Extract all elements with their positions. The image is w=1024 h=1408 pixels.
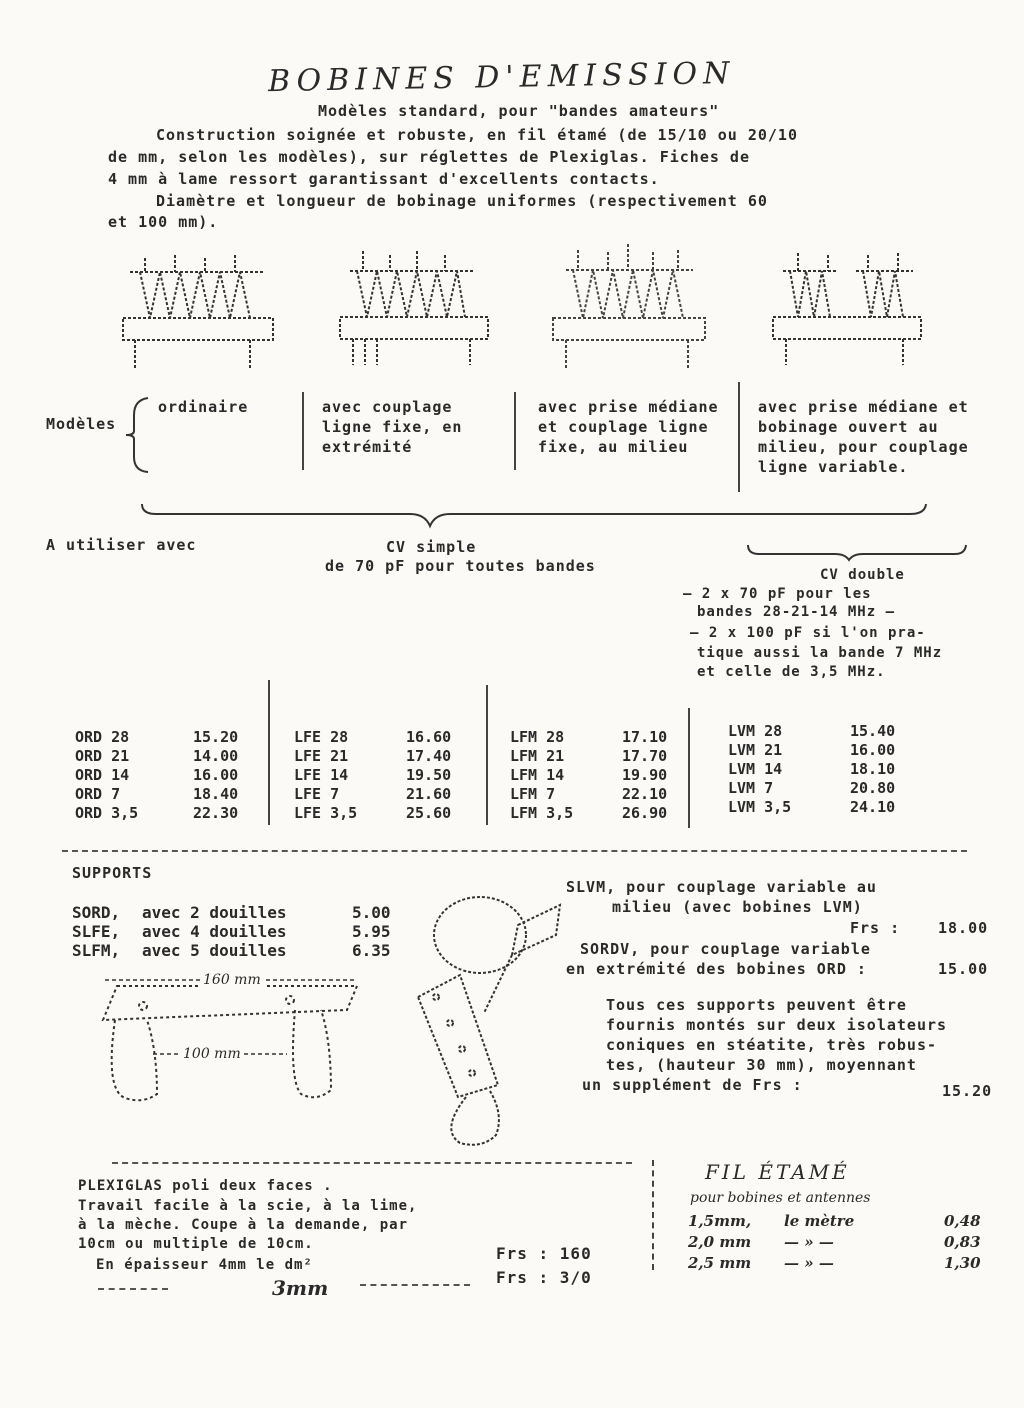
fil-row: 1,5mm, le mètre 0,48 <box>688 1212 981 1230</box>
support-item: SORD, avec 2 douilles 5.00 <box>72 903 391 922</box>
cv-double-line: — 2 x 70 pF pour les <box>683 586 872 602</box>
divider <box>302 392 304 470</box>
support-item: SLFM, avec 5 douilles 6.35 <box>72 941 391 960</box>
fil-row: 2,5 mm — » — 1,30 <box>688 1254 981 1272</box>
mount-line: coniques en stéatite, très robus- <box>606 1036 938 1054</box>
cv-simple-line: CV simple <box>386 538 477 556</box>
use-with-label: A utiliser avec <box>46 536 197 554</box>
subtitle: Modèles standard, pour "bandes amateurs" <box>318 102 720 120</box>
mount-price: 15.20 <box>942 1082 993 1100</box>
sordv-line: SORDV, pour couplage variable <box>580 940 871 958</box>
price-col-ord <box>75 728 255 823</box>
slvm-frs-label: Frs : <box>850 919 901 937</box>
fil-row: 2,0 mm — » — 0,83 <box>688 1233 981 1251</box>
models-label: Modèles <box>46 415 117 433</box>
mount-line: Tous ces supports peuvent être <box>606 996 907 1014</box>
price-row: LFE 14 19.50 <box>294 766 452 784</box>
model-lfe: avec couplage ligne fixe, en extrémité <box>322 398 463 456</box>
mount-line: tes, (hauteur 30 mm), moyennant <box>606 1056 917 1074</box>
cv-double-line: tique aussi la bande 7 MHz <box>697 645 943 661</box>
plexiglas-line: 10cm ou multiple de 10cm. <box>78 1236 314 1252</box>
ditto-mark <box>98 1288 168 1290</box>
divider <box>652 1160 654 1270</box>
price-row: ORD 3,5 22.30 <box>75 804 239 822</box>
price-row: LVM 21 16.00 <box>728 741 896 759</box>
fil-subtitle: pour bobines et antennes <box>690 1190 871 1206</box>
cv-double-line: bandes 28-21-14 MHz — <box>697 604 896 620</box>
support-item: SLFE, avec 4 douilles 5.95 <box>72 922 391 941</box>
plexiglas-4mm-price: Frs : 160 <box>496 1244 592 1263</box>
plexiglas-line: Travail facile à la scie, à la lime, <box>78 1198 418 1214</box>
dimension-100: 100 mm <box>180 1046 244 1062</box>
slvm-line: SLVM, pour couplage variable au <box>566 878 877 896</box>
slvm-line: milieu (avec bobines LVM) <box>612 898 863 916</box>
slvm-price: 18.00 <box>938 919 989 937</box>
cv-double-line: et celle de 3,5 MHz. <box>697 664 886 680</box>
support-board-illustration <box>95 970 365 1110</box>
price-row: LFE 3,5 25.60 <box>294 804 452 822</box>
plexiglas-3mm-label: 3mm <box>272 1276 329 1300</box>
plexiglas-3mm-price: Frs : 3/0 <box>496 1268 592 1287</box>
model-lvm: avec prise médiane et bobinage ouvert au milieu, pour couplage ligne variable. <box>758 398 969 476</box>
price-row: LFE 28 16.60 <box>294 728 452 746</box>
coil-illustration-lfm <box>548 240 718 380</box>
price-row: LFM 28 17.10 <box>510 728 668 746</box>
ditto-mark <box>360 1284 470 1286</box>
fil-table <box>688 1212 981 1275</box>
price-row: LFM 7 22.10 <box>510 785 668 803</box>
supports-list <box>72 903 391 960</box>
intro-line: et 100 mm). <box>108 213 219 231</box>
cv-simple-line: de 70 pF pour toutes bandes <box>325 557 596 575</box>
price-row: ORD 14 16.00 <box>75 766 239 784</box>
price-row: LVM 14 18.10 <box>728 760 896 778</box>
plexiglas-line: à la mèche. Coupe à la demande, par <box>78 1217 409 1233</box>
intro-line: 4 mm à lame ressort garantissant d'excellents contacts. <box>108 170 660 188</box>
mount-line: fournis montés sur deux isolateurs <box>606 1016 948 1034</box>
price-col-lvm <box>728 722 928 817</box>
separator <box>112 1162 632 1164</box>
intro-line: Diamètre et longueur de bobinage uniformes (respectivement 60 <box>156 192 768 210</box>
cv-double-brace <box>745 542 970 562</box>
price-row: LVM 3,5 24.10 <box>728 798 896 816</box>
price-row: LFE 21 17.40 <box>294 747 452 765</box>
price-row: LFE 7 21.60 <box>294 785 452 803</box>
coil-illustration-lvm <box>768 245 928 380</box>
price-row: LVM 28 15.40 <box>728 722 896 740</box>
price-row: ORD 7 18.40 <box>75 785 239 803</box>
variable-support-illustration <box>400 885 570 1150</box>
price-row: ORD 21 14.00 <box>75 747 239 765</box>
divider <box>486 685 488 825</box>
price-row: LFM 3,5 26.90 <box>510 804 668 822</box>
separator <box>62 850 967 852</box>
page-title: BOBINES D'EMISSION <box>267 55 736 100</box>
coil-illustration-lfe <box>335 245 495 380</box>
divider <box>514 392 516 470</box>
models-brace <box>122 395 152 475</box>
price-row: LFM 21 17.70 <box>510 747 668 765</box>
divider <box>268 680 270 825</box>
sordv-line: en extrémité des bobines ORD : <box>566 960 867 978</box>
price-col-lfe <box>294 728 474 823</box>
fil-title: FIL ÉTAMÉ <box>705 1160 850 1184</box>
price-row: LVM 7 20.80 <box>728 779 896 797</box>
coil-illustration-ord <box>115 250 285 380</box>
intro-line: Construction soignée et robuste, en fil étamé (de 15/10 ou 20/10 <box>156 126 798 144</box>
model-ordinaire: ordinaire <box>158 398 249 416</box>
price-row: ORD 28 15.20 <box>75 728 239 746</box>
sordv-price: 15.00 <box>938 960 989 978</box>
price-row: LFM 14 19.90 <box>510 766 668 784</box>
intro-line: de mm, selon les modèles), sur réglettes de Plexiglas. Fiches de <box>108 148 750 166</box>
plexiglas-4mm-label: En épaisseur 4mm le dm² <box>96 1257 313 1273</box>
supports-heading: SUPPORTS <box>72 864 153 882</box>
divider <box>738 382 740 492</box>
mount-line: un supplément de Frs : <box>582 1076 803 1094</box>
price-col-lfm <box>510 728 690 823</box>
cv-simple-brace <box>140 500 930 530</box>
dimension-160: 160 mm <box>200 972 264 988</box>
cv-double-line: — 2 x 100 pF si l'on pra- <box>690 625 926 641</box>
model-lfm: avec prise médiane et couplage ligne fixe, au milieu <box>538 398 719 456</box>
cv-double-line: CV double <box>820 567 905 583</box>
plexiglas-line: PLEXIGLAS poli deux faces . <box>78 1178 333 1194</box>
